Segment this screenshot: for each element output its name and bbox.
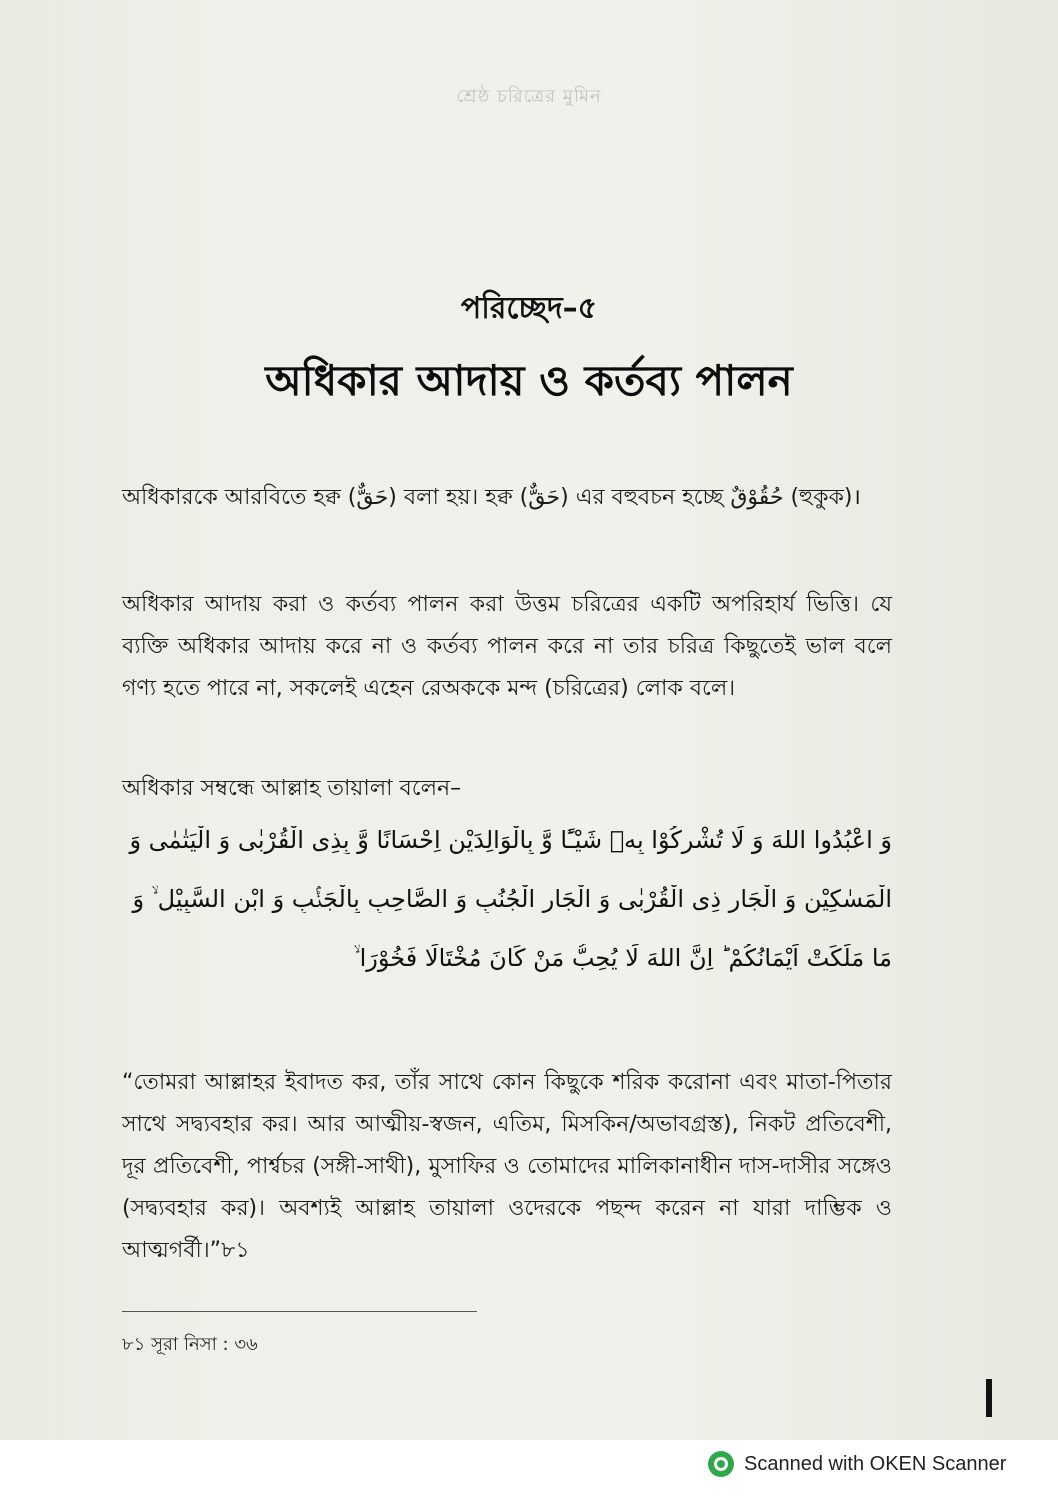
oken-scanner-logo-icon [708, 1451, 734, 1477]
footnote: ৮১ সূরা নিসা : ৩৬ [122, 1334, 258, 1355]
chapter-label: পরিচ্ছেদ–৫ [460, 291, 598, 326]
footnote-divider [122, 1311, 477, 1312]
arabic-verse-line-2: الْمَسٰكِيْنِ وَ الْجَارِ ذِى الْقُرْبٰى وَ الْجَارِ الْجُنُبِ وَ الصَّاحِبِ بِالْجَنْۢبِ وَ ابْنِ السَّبِيْلِ ۙ وَ [132, 885, 892, 913]
running-head: শ্রেষ্ঠ চরিত্রের মুমিন [456, 86, 602, 107]
arabic-verse-line-3: مَا مَلَكَتْ اَيْمَانُكُمْ ؕ اِنَّ اللهَ لَا يُحِبُّ مَنْ كَانَ مُخْتَالًا فَخُوْرَا ۙ [353, 944, 892, 972]
scanner-watermark [708, 1448, 1006, 1480]
paragraph-rights-duties: অধিকার আদায় করা ও কর্তব্য পালন করা উত্তম চরিত্রের একটি অপরিহার্য ভিত্তি। যে ব্যক্তি অধিকার আদায় করে না ও কর্তব্য পালন করে না তার চরিত্র কিছুতেই ভাল বলে গণ্য হতে পারে না, সকলেই এহেন রেঅককে মন্দ (চরিত্রের) লোক বলে। [122, 592, 892, 701]
chapter-title: অধিকার আদায় ও কর্তব্য পালন [265, 356, 793, 405]
scanner-label: Scanned with OKEN Scanner [744, 1452, 1007, 1475]
arabic-verse-line-1: وَ اعْبُدُوا اللهَ وَ لَا تُشْرِكُوْا بِهٖ شَيْـًٔا وَّ بِالْوَالِدَيْنِ اِحْسَانًا وَّ بِذِى الْقُرْبٰى وَ الْيَتٰمٰى وَ [129, 826, 892, 854]
paragraph-verse-translation: “তোমরা আল্লাহর ইবাদত কর, তাঁর সাথে কোন কিছুকে শরিক করোনা এবং মাতা-পিতার সাথে সদ্ব্যবহার কর। আর আত্মীয়-স্বজন, এতিম, মিসকিন/অভাবগ্রস্ত), নিকট প্রতিবেশী, দূর প্রতিবেশী, পার্শ্বচর (সঙ্গী-সাথী), মুসাফির ও তোমাদের মালিকানাধীন দাস-দাসীর সঙ্গেও (সদ্ব্যবহার কর)। অবশ্যই আল্লাহ তায়ালা ওদেরকে পছন্দ করেন না যারা দাম্ভিক ও আত্মগর্বী।”৮১ [122, 1070, 892, 1263]
paragraph-hak-definition: অধিকারকে আরবিতে হক্ব (حَقٌّ) বলা হয়। হক্ব (حَقٌّ) এর বহুবচন হচ্ছে حُقُوْقٌ (হুকুক)। [122, 485, 861, 510]
page-edge-mark [986, 1379, 992, 1417]
paragraph-allah-says: অধিকার সম্বন্ধে আল্লাহ তায়ালা বলেন– [122, 776, 462, 801]
